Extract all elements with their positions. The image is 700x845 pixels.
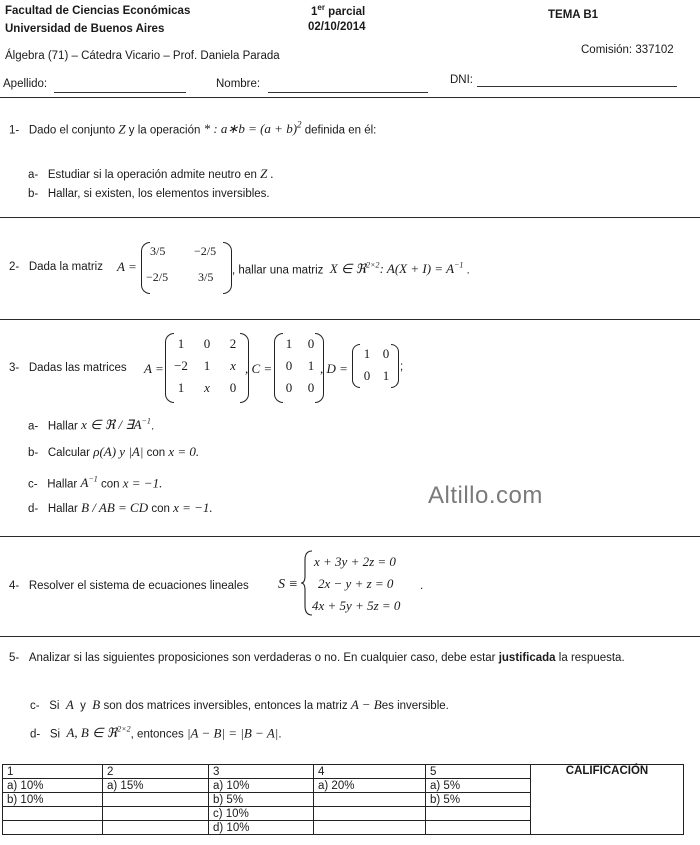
question-number: 4- bbox=[9, 580, 20, 592]
question-1a: a- Estudiar si la operación admite neutro en Z . bbox=[28, 166, 274, 181]
grade-cell bbox=[3, 821, 103, 835]
period: . bbox=[420, 580, 424, 592]
exam-title: 1er parcial bbox=[311, 3, 366, 18]
matrix-cell: 0 bbox=[307, 336, 315, 351]
grade-cell bbox=[426, 821, 531, 835]
grade-table bbox=[2, 764, 684, 835]
question-5-lead: 5- Analizar si las siguientes proposiciones son verdaderas o no. En cualquier caso, debe estar justificada la respuesta. bbox=[9, 652, 625, 664]
grade-cell bbox=[314, 807, 426, 821]
matrix-a-label: A = bbox=[144, 361, 164, 376]
matrix-d-label: , D = bbox=[320, 361, 348, 376]
matrix-cell: 1 bbox=[285, 336, 293, 351]
grade-cell bbox=[103, 793, 209, 807]
matrix-cell: 0 bbox=[382, 346, 390, 361]
matrix-cell: 1 bbox=[363, 346, 371, 361]
matrix-cell: 1 bbox=[177, 336, 185, 351]
question-number: 5- bbox=[9, 652, 20, 664]
question-3a: a- Hallar x ∈ ℜ / $\exists A^{-1}$. bbox=[28, 417, 155, 433]
faculty-name: Facultad de Ciencias Económicas bbox=[5, 5, 191, 17]
question-4-lead: 4- Resolver el sistema de ecuaciones lineales bbox=[9, 580, 249, 592]
question-3-lead: 3- Dadas las matrices bbox=[9, 362, 127, 374]
operation-formula: * : a∗b = $(a + b)^2$ bbox=[203, 120, 302, 137]
matrix-c-label: , C = bbox=[245, 361, 273, 376]
matrix-cell: 0 bbox=[285, 380, 293, 395]
matrix-cell: 0 bbox=[203, 336, 211, 351]
matrix-a-label: A = bbox=[117, 259, 137, 274]
paren-right bbox=[223, 242, 232, 294]
matrix-cell: 1 bbox=[203, 358, 211, 373]
divider bbox=[0, 636, 700, 637]
question-5d: d- Si A, B ∈ ℜ$^{2\times 2}$, entonces |A − B| = |B − A|. bbox=[30, 725, 282, 741]
exam-date: 02/10/2014 bbox=[308, 21, 366, 33]
matrix-cell: 0 bbox=[307, 380, 315, 395]
matrix-cell: 3/5 bbox=[150, 244, 166, 258]
question-number: 1- bbox=[9, 124, 20, 137]
grade-header-1: 1 bbox=[3, 765, 103, 779]
apellido-label: Apellido: bbox=[3, 78, 48, 90]
grade-cell: c) 10% bbox=[209, 807, 314, 821]
equation-1: x + 3y + 2z = 0 bbox=[314, 554, 396, 569]
question-number: 2- bbox=[9, 261, 20, 273]
matrix-cell: 0 bbox=[363, 368, 371, 383]
grade-cell: b) 5% bbox=[426, 793, 531, 807]
semicolon: ; bbox=[400, 361, 404, 373]
apellido-field[interactable] bbox=[54, 92, 186, 93]
matrix-cell: 1 bbox=[177, 380, 185, 395]
grade-cell: a) 10% bbox=[3, 779, 103, 793]
matrix-cell: −2/5 bbox=[146, 270, 169, 284]
watermark-logo: Altillo.com bbox=[428, 482, 543, 509]
question-1: 1- Dado el conjunto Z y la operación * : a∗b = $(a + b)^2$ definida en él: bbox=[9, 120, 377, 137]
paren-right bbox=[391, 344, 399, 388]
matrix-cell: 0 bbox=[285, 358, 293, 373]
question-number: 3- bbox=[9, 362, 20, 374]
matrix-cell: x bbox=[230, 358, 236, 373]
nombre-field[interactable] bbox=[268, 92, 428, 93]
matrix-cell: 0 bbox=[229, 380, 237, 395]
equation-2: 2x − y + z = 0 bbox=[318, 576, 394, 591]
question-3c: c- Hallar $A^{-1}$ con x = −1. bbox=[28, 475, 163, 491]
grade-cell: b) 5% bbox=[209, 793, 314, 807]
divider bbox=[0, 319, 700, 320]
grade-header-2: 2 bbox=[103, 765, 209, 779]
question-3d: d- Hallar B / AB = CD con x = −1. bbox=[28, 500, 213, 515]
calificacion-box[interactable]: CALIFICACIÓN bbox=[531, 765, 684, 835]
question-2-lead: 2- Dada la matriz bbox=[9, 261, 103, 273]
grade-header-5: 5 bbox=[426, 765, 531, 779]
commission: Comisión: 337102 bbox=[581, 44, 674, 56]
divider bbox=[0, 536, 700, 537]
matrix-cell: 1 bbox=[307, 358, 315, 373]
university-name: Universidad de Buenos Aires bbox=[5, 23, 165, 35]
grade-cell: b) 10% bbox=[3, 793, 103, 807]
question-1b: b- Hallar, si existen, los elementos inversibles. bbox=[28, 188, 270, 200]
course-line: Álgebra (71) – Cátedra Vicario – Prof. Daniela Parada bbox=[5, 50, 280, 62]
nombre-label: Nombre: bbox=[216, 78, 261, 90]
grade-cell: a) 15% bbox=[103, 779, 209, 793]
grade-cell bbox=[3, 807, 103, 821]
grade-cell: d) 10% bbox=[209, 821, 314, 835]
system-label: S ≡ bbox=[278, 577, 298, 592]
grade-cell bbox=[314, 821, 426, 835]
grade-cell bbox=[103, 821, 209, 835]
grade-header-4: 4 bbox=[314, 765, 426, 779]
grade-cell: a) 20% bbox=[314, 779, 426, 793]
matrix-cell: 2 bbox=[229, 336, 237, 351]
grade-cell: a) 10% bbox=[209, 779, 314, 793]
matrix-cell: 3/5 bbox=[198, 270, 214, 284]
grade-cell bbox=[426, 807, 531, 821]
grade-cell bbox=[103, 807, 209, 821]
matrix-cell: −2/5 bbox=[194, 244, 217, 258]
question-2-rest: , hallar una matriz X ∈ ℜ$^{2\times 2}$: $A(X + I) = A^{-1}$ . bbox=[232, 261, 470, 277]
divider bbox=[0, 97, 700, 98]
grade-cell: a) 5% bbox=[426, 779, 531, 793]
paren-left bbox=[141, 242, 150, 294]
grade-cell bbox=[314, 793, 426, 807]
dni-field[interactable] bbox=[477, 86, 677, 87]
matrix-cell: −2 bbox=[174, 358, 188, 373]
question-3b: b- Calcular ρ(A) y |A| con x = 0. bbox=[28, 444, 200, 459]
dni-label: DNI: bbox=[450, 74, 473, 86]
divider bbox=[0, 217, 700, 218]
question-5c: c- Si A y B son dos matrices inversibles, entonces la matriz A − Bes inversible. bbox=[30, 697, 449, 712]
matrix-cell: 1 bbox=[382, 368, 390, 383]
grade-header-3: 3 bbox=[209, 765, 314, 779]
tema-label: TEMA B1 bbox=[548, 9, 599, 21]
equation-3: 4x + 5y + 5z = 0 bbox=[312, 598, 401, 613]
matrix-cell: x bbox=[204, 380, 210, 395]
